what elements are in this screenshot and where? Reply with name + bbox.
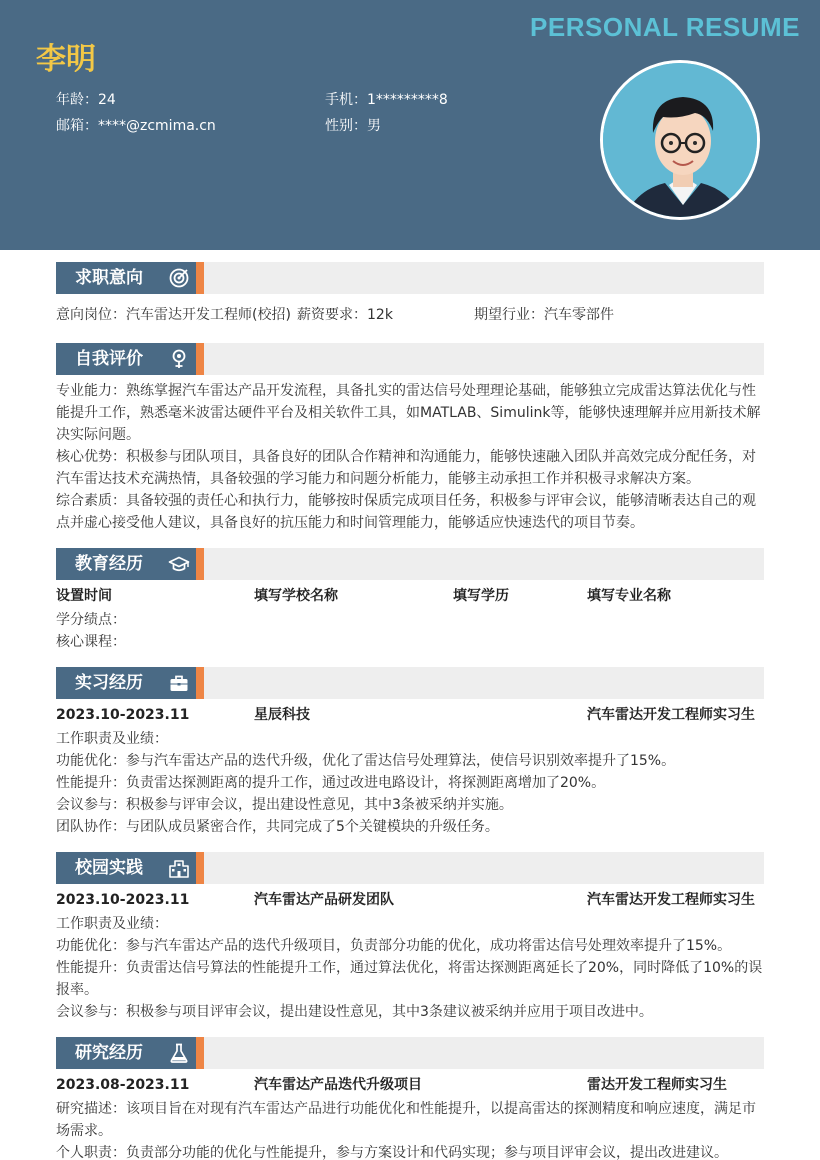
age-info: 年龄：24 xyxy=(56,92,116,108)
campus-date: 2023.10-2023.11 xyxy=(56,892,190,908)
campus-line: 会议参与：积极参与项目评审会议，提出建设性意见，其中3条建议被采纳并应用于项目改进中。 xyxy=(56,1004,653,1020)
section-header-self-eval xyxy=(56,343,764,375)
section-accent xyxy=(196,262,204,294)
intent-position: 意向岗位：汽车雷达开发工程师(校招) xyxy=(56,307,291,323)
section-accent xyxy=(196,548,204,580)
flask-icon xyxy=(168,1042,190,1064)
education-time: 设置时间 xyxy=(56,588,112,604)
section-header-campus xyxy=(56,852,764,884)
briefcase-icon xyxy=(168,672,190,694)
section-header-internship xyxy=(56,667,764,699)
section-label xyxy=(56,548,204,580)
campus-org: 汽车雷达产品研发团队 xyxy=(254,892,394,908)
internship-line: 性能提升：负责雷达探测距离的提升工作，通过改进电路设计，将探测距离增加了20%。 xyxy=(56,775,606,791)
section-accent xyxy=(196,1037,204,1069)
medal-icon xyxy=(168,348,190,370)
gender-info: 性别：男 xyxy=(325,118,381,134)
section-label xyxy=(56,262,204,294)
section-title: 研究经历 xyxy=(75,1043,143,1063)
internship-line: 团队协作：与团队成员紧密合作，共同完成了5个关键模块的升级任务。 xyxy=(56,819,499,835)
internship-date: 2023.10-2023.11 xyxy=(56,707,190,723)
portrait-image xyxy=(603,63,760,220)
internship-line: 工作职责及业绩： xyxy=(56,731,168,747)
section-header-research xyxy=(56,1037,764,1069)
section-title: 实习经历 xyxy=(75,673,143,693)
section-label xyxy=(56,852,204,884)
building-icon xyxy=(168,857,190,879)
campus-line: 性能提升：负责雷达信号算法的性能提升工作，通过算法优化，将雷达探测距离延长了20%，同时降低了10%的误报率。 xyxy=(56,960,763,998)
research-date: 2023.08-2023.11 xyxy=(56,1077,190,1093)
self-eval-paragraph: 核心优势：积极参与团队项目，具备良好的团队合作精神和沟通能力，能够快速融入团队并高效完成分配任务，对汽车雷达技术充满热情，具备较强的学习能力和问题分析能力，能够主动承担工作并积极寻求解决方案。 xyxy=(56,449,756,487)
education-school: 填写学校名称 xyxy=(254,588,338,604)
header-banner xyxy=(0,0,820,250)
target-icon xyxy=(168,267,190,289)
section-label xyxy=(56,667,204,699)
section-accent xyxy=(196,667,204,699)
graduation-cap-icon xyxy=(168,553,190,575)
research-line: 研究描述：该项目旨在对现有汽车雷达产品进行功能优化和性能提升，以提高雷达的探测精度和响应速度，满足市场需求。 xyxy=(56,1101,756,1139)
self-eval-paragraph: 专业能力：熟练掌握汽车雷达产品开发流程，具备扎实的雷达信号处理理论基础，能够独立完成雷达算法优化与性能提升工作，熟悉毫米波雷达硬件平台及相关软件工具，如MATLAB、Simulink等，能够快速理解并应用新技术解决实际问题。 xyxy=(56,383,761,443)
research-project: 汽车雷达产品迭代升级项目 xyxy=(254,1077,422,1093)
section-title: 自我评价 xyxy=(75,349,143,369)
education-degree: 填写学历 xyxy=(453,588,509,604)
section-header-intent xyxy=(56,262,764,294)
section-label xyxy=(56,343,204,375)
section-title: 校园实践 xyxy=(75,858,143,878)
section-accent xyxy=(196,343,204,375)
internship-line: 功能优化：参与汽车雷达产品的迭代升级，优化了雷达信号处理算法，使信号识别效率提升了15%。 xyxy=(56,753,676,769)
section-title: 教育经历 xyxy=(75,554,143,574)
research-line: 个人职责：负责部分功能的优化与性能提升，参与方案设计和代码实现；参与项目评审会议，提出改进建议。 xyxy=(56,1145,728,1160)
phone-info: 手机：1*********8 xyxy=(325,92,448,108)
email-info: 邮箱：****@zcmima.cn xyxy=(56,118,216,134)
internship-company: 星辰科技 xyxy=(254,707,310,723)
internship-line: 会议参与：积极参与评审会议，提出建设性意见，其中3条被采纳并实施。 xyxy=(56,797,513,813)
resume-title: PERSONAL RESUME xyxy=(530,12,800,42)
candidate-name: 李明 xyxy=(36,42,96,77)
intent-salary: 薪资要求：12k xyxy=(297,307,393,323)
campus-line: 功能优化：参与汽车雷达产品的迭代升级项目，负责部分功能的优化，成功将雷达信号处理效率提升了15%。 xyxy=(56,938,732,954)
research-role: 雷达开发工程师实习生 xyxy=(587,1077,727,1093)
campus-role: 汽车雷达开发工程师实习生 xyxy=(587,892,755,908)
section-header-education xyxy=(56,548,764,580)
intent-industry: 期望行业：汽车零部件 xyxy=(474,307,614,323)
education-gpa: 学分绩点： xyxy=(56,612,126,628)
section-title: 求职意向 xyxy=(75,268,143,288)
avatar-photo xyxy=(600,60,760,220)
section-label xyxy=(56,1037,204,1069)
self-eval-paragraph: 综合素质：具备较强的责任心和执行力，能够按时保质完成项目任务，积极参与评审会议，能够清晰表达自己的观点并虚心接受他人建议，具备良好的抗压能力和时间管理能力，能够适应快速迭代的项目节奏。 xyxy=(56,493,756,531)
campus-line: 工作职责及业绩： xyxy=(56,916,168,932)
internship-role: 汽车雷达开发工程师实习生 xyxy=(587,707,755,723)
section-accent xyxy=(196,852,204,884)
education-courses: 核心课程： xyxy=(56,634,126,650)
education-major: 填写专业名称 xyxy=(587,588,671,604)
